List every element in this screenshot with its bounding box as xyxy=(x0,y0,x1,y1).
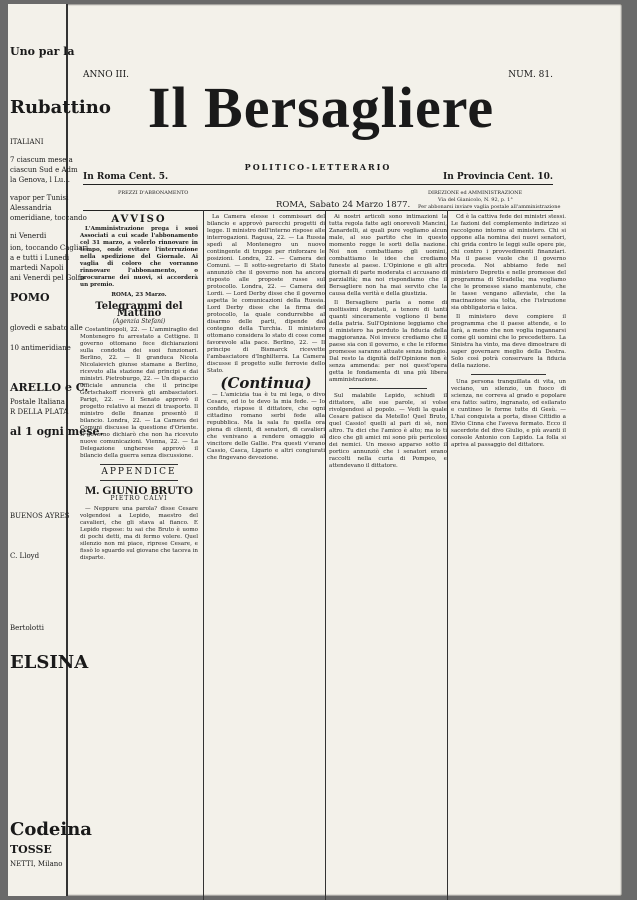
strip-ad-line: POMO xyxy=(10,291,50,304)
column-1 xyxy=(80,214,198,564)
strip-ad-line: ITALIANI xyxy=(10,138,44,146)
prezzi-abbonamento-label: PREZZI D'ABBONAMENTO xyxy=(118,190,189,196)
avviso-text: L'Amministrazione prega i suoi Associati a cui scade l'abbonamento col 31 marzo, a volerlo rinnovare in tempo, onde evitare l'interruzione nella spedizione del Giornale. Ai vaglia di coloro che vorranno rinnovare l'abbonamento, o procurarne dei nuovi, si accorderà un premio. xyxy=(80,226,198,288)
strip-ad-line: BUENOS AYRES xyxy=(10,512,70,520)
telegrammi-title: Telegrammi del Mattino xyxy=(95,301,183,319)
col3-text-top: Ai nostri articoli sono intimazioni la tutta regola fatte agli onorevoli Mancini, Zanardelli, ai quali pure vogliamo alcun male, al suo partito che in questo momento regge le sorti della nazione. Noi non combattiamo gli uomini, combattiamo le idee che crediamo funeste al paese. L'Opinione e gli altri giornali di parte moderata ci accusano di parzialità; ma noi rispondiamo che il Bersagliere non ha mai servito che la causa della verità e della giustizia. xyxy=(329,214,447,297)
strip-ad-line: R DELLA PLATA xyxy=(10,408,69,416)
strip-ad-line: al 1 ogni mese. xyxy=(10,425,104,438)
column-separator xyxy=(447,210,448,900)
strip-ad-line: 7 ciascum mese a xyxy=(10,156,73,164)
column-2 xyxy=(207,214,325,464)
roma-date: ROMA, 23 Marzo. xyxy=(111,292,167,298)
col3-text-mid: Il Bersagliere parla a nome di moltissimi deputati, a tenore di tanti quanti sinceramente vogliono il bene della patria. Sull'Opinione leggiamo che il ministero ha perduto la fiducia della maggioranza. Noi invece crediamo che il paese sia con il governo, e che le riforme promesse saranno attuate senza indugio. Dal resto la dignità dell'Opinione non è senza ammenda: per noi quest'opera getta le fondamenta di una più libera amministrazione. xyxy=(329,300,447,383)
strip-ad-line: Rubattino xyxy=(10,97,111,118)
numero-label: NUM. 81. xyxy=(508,70,553,80)
giunio-bruto-title: M. GIUNIO BRUTO xyxy=(84,483,194,497)
author-name: PIETRO CALVI xyxy=(110,495,168,502)
col4-text-bottom: Una persona tranquillata di vita, un veciano, un silenzio, un fuoco di scienza, ne correva al grado e popolare era fatto: satiro, ingranato, ed esilarato e cuntineo le forme tutte di Gesù. — L'hai conquista a porta, disse Cittidio a Elvio Cinna che l'aveva fermato. Ecco il sacerdote del divo Giulio, e più avanti il console Antonio con Lepido. La folla si apriva al passaggio del dittatore. xyxy=(451,379,566,448)
direzione-label: DIREZIONE ed AMMINISTRAZIONE xyxy=(428,190,523,196)
story-text: — Neppure una parola? disse Cesare volgendosi a Lepido, maestro del cavalieri, che gli stava al fianco. E Lepido rispose: tu sai che Bruto è uomo di pochi detti, ma di fermo volere. Quel silenzio non mi piace, riprese Cesare, e fissò lo sguardo sul giovane che taceva in disparte. xyxy=(80,506,198,561)
abbonamenti-note: Per abbonarsi inviare vaglia postale all'amministrazione xyxy=(418,204,561,210)
strip-ad-line: ni Venerdi xyxy=(10,232,47,240)
strip-ad-line: Codeina xyxy=(10,819,92,840)
strip-ad-line: martedi Napoli xyxy=(10,264,64,272)
direzione-address: Via del Gianicolo, N. 92, p. 1° xyxy=(438,197,513,203)
strip-ad-line: ciascun Sud e Adm xyxy=(10,166,78,174)
col3-text-bottom: Sul malabile Lepido, schiudi il dittatore, alle sue parole, si volse rivolgendosi al popolo. — Vedi la quale Cesare patisce da Metello! Quel Bruto, quel Cassio! quelli al pari di sè, non altro. Tu dici che l'amico è alto; ma io ti dico che gli amici mi sono più pericolosi dei nemici. Un messo apparso sotto il portico annunziò che i senatori erano raccolti nella curia di Pompeo, e attendevano il dittatore. xyxy=(329,393,447,469)
strip-ad-line: TOSSE xyxy=(10,843,52,856)
avviso-title: AVVISO xyxy=(111,214,167,225)
strip-ad-line: omeridiane, toccando xyxy=(10,214,87,222)
strip-ad-line: NETTI, Milano xyxy=(10,860,63,868)
telegrammi-text: Costantinopoli, 22. — L'ammiraglio del Montenegro fu arrestato a Cettigne. Il governo ottomano fece dichiarazioni sulla condotta dei suoi funzionari. Berlino, 22. — Il granduca Nicola Nicolaievich giunse stamane a Berlino, ricevuto alla stazione dai principi e dai ministri. Pietroburgo, 22. — Un dispaccio ufficiale annuncia che il principe Gortschakoff riceverà gli ambasciatori. Parigi, 22. — Il Senato approvò il progetto relativo ai mezzi di trasporto. Il ministro delle finanze presentò il bilancio. Londra, 22. — La Camera dei Comuni discusse la questione d'Oriente. Il governo dichiarò che non ha ricevuto nuove comunicazioni. Vienna, 22. — La Delegazione ungherese approvò il bilancio della guerra senza discussione. xyxy=(80,327,198,459)
continua-label: (Continua) xyxy=(220,374,312,392)
column-separator xyxy=(325,210,326,900)
strip-ad-line: vapor per Tunisi xyxy=(10,194,69,202)
strip-ad-line: ion, toccando Cagliari xyxy=(10,244,89,252)
col4-text-mid: Il ministero deve compiere il programma che il paese attende, e lo farà, a meno che non voglia ingannarsi come gli uomini che lo precedettero. La Sinistra ha vinto, ma deve dimostrare di saper governare meglio della Destra. Solo così potrà conservare la fiducia della nazione. xyxy=(451,314,566,369)
telegrammi-subtitle: (Agenzia Stefani) xyxy=(112,318,166,325)
anno-label: ANNO III. xyxy=(83,70,130,80)
col2-text-bottom: — L'amicizia tua è tu mi lega, o divo Cesare, ed io te devo la mia fede. — Io confido, rispose il dittatore, che ogni cittadino romano serbi fede alla repubblica. Ma la sala fu quella ora piena di clienti, di senatori, di cavalieri che venivano a rendere omaggio al vincitore delle Gallie. Fra questi v'erano Cassio, Casca, Ligario e altri congiurati che fingevano devozione. xyxy=(207,392,325,461)
col2-text-top: La Camera elesse i commissari del bilancio e approvò parecchi progetti di legge. Il ministro dell'interno rispose alle interrogazioni. Ragusa, 22. — La Russia spedì al Montenegro un nuovo contingente di truppe per rinforzare le posizioni. Londra, 22. — Camera dei Comuni. — Il sotto-segretario di Stato annunziò che il governo non ha ancora risposto alle proposte russe sul protocollo. Londra, 22. — Camera dei Lordi. — Lord Derby disse che il governo aspetta le comunicazioni della Russia. Lord Derby disse che la firma del protocollo, la quale condurrebbe al disarmo delle parti, dipende dal contegno della Turchia. Il ministero ottomano considera lo stato di cose come favorevole alla pace. Berlino, 22. — Il principe di Bismarck ricevette l'ambasciatore d'Inghilterra. La Camera discusse il progetto sulle ferrovie dello Stato. xyxy=(207,214,325,374)
newspaper-page xyxy=(8,4,622,896)
strip-ad-line: Postale Italiana xyxy=(10,398,65,406)
strip-ad-line: ELSINA xyxy=(10,652,89,673)
strip-ad-line: glovedi e sabato alle xyxy=(10,324,83,332)
strip-ad-line: ani Venerdi pel Golfo xyxy=(10,274,85,282)
dateline: ROMA, Sabato 24 Marzo 1877. xyxy=(276,200,411,210)
strip-ad-line: C. Lloyd xyxy=(10,552,40,560)
column-separator xyxy=(203,210,204,900)
strip-ad-line: Alessandria xyxy=(10,204,52,212)
strip-ad-line: ARELLO e C. xyxy=(10,381,89,394)
column-4 xyxy=(451,214,566,451)
strip-ad-line: Uno par la xyxy=(10,45,75,58)
masthead-title: Il Bersagliere xyxy=(147,75,495,140)
strip-ad-line: la Genova, l Lu... xyxy=(10,176,70,184)
appendice-heading: APPENDICE xyxy=(101,467,177,477)
price-roma: In Roma Cent. 5. xyxy=(83,172,169,182)
columns-top-rule xyxy=(83,210,553,211)
strip-ad-line: Bertolotti xyxy=(10,624,44,632)
col4-text-top: Cd è la cattiva fede dei ministri stessi. Le fazioni del complemento indirizzo si raccolgono intorno al ministero. Chi si oppone alla nomina dei nuovi senatori, chi grida contro le leggi sulle opere pie, chi contro i provvedimenti finanziari. Ma il paese vuole che il governo proceda. Noi abbiamo fede nel ministero Depretis e nelle promesse del programma di Stradella; ma vogliamo che le promesse siano mantenute, che le tasse vengano alleviate, che la macinazione sia tolta, che l'istruzione sia obbligatoria e laica. xyxy=(451,214,566,311)
header-rule xyxy=(83,184,553,185)
column-3 xyxy=(329,214,447,472)
price-provincia: In Provincia Cent. 10. xyxy=(443,172,553,182)
subtitle: POLITICO-LETTERARIO xyxy=(244,162,392,172)
strip-ad-line: 10 antimeridiane xyxy=(10,344,71,352)
strip-ad-line: a e tutti i Lunedi xyxy=(10,254,70,262)
